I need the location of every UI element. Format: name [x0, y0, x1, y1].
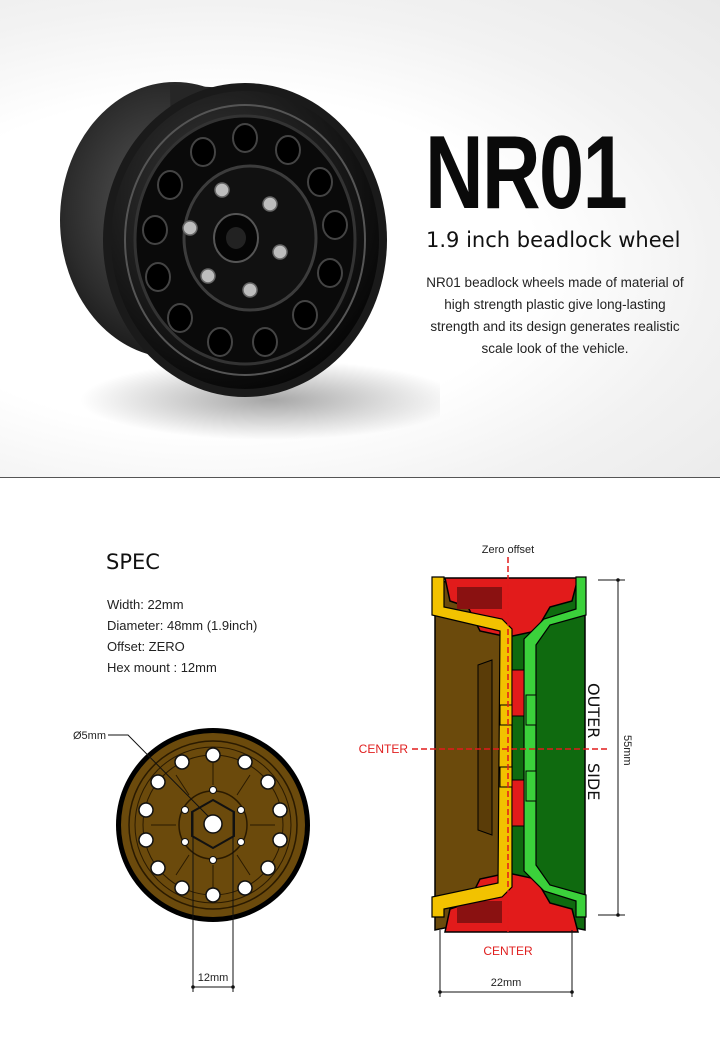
spec-title: SPEC — [106, 550, 160, 574]
front-view-diagram — [40, 700, 340, 1010]
spec-item-diameter: Diameter: 48mm (1.9inch) — [107, 618, 258, 633]
side-section-diagram — [340, 535, 720, 1005]
product-description: NR01 beadlock wheels made of material of high strength plastic give long-lasting strength and its design generates realistic scale look of the vehicle. — [426, 275, 684, 356]
product-title: NR01 — [425, 115, 627, 231]
height-dimension-label: 55mm — [621, 735, 633, 766]
zero-offset-label: Zero offset — [481, 544, 535, 556]
bore-diameter-label: Ø5mm — [73, 730, 106, 742]
side-label: SIDE — [584, 763, 603, 801]
section-divider — [0, 477, 720, 478]
wheel-product-photo — [40, 70, 440, 470]
spec-item-offset: Offset: ZERO — [107, 639, 185, 654]
center-horizontal-label: CENTER — [358, 742, 408, 756]
spec-item-width: Width: 22mm — [107, 597, 184, 612]
spec-list — [107, 594, 257, 678]
hex-width-label: 12mm — [197, 972, 229, 984]
spec-item-hex-mount: Hex mount : 12mm — [107, 660, 217, 675]
width-dimension-label: 22mm — [490, 977, 522, 989]
center-vertical-label: CENTER — [483, 944, 533, 958]
product-subtitle: 1.9 inch beadlock wheel — [426, 228, 681, 252]
hero-section — [0, 0, 720, 477]
outer-label: OUTER — [584, 683, 603, 739]
